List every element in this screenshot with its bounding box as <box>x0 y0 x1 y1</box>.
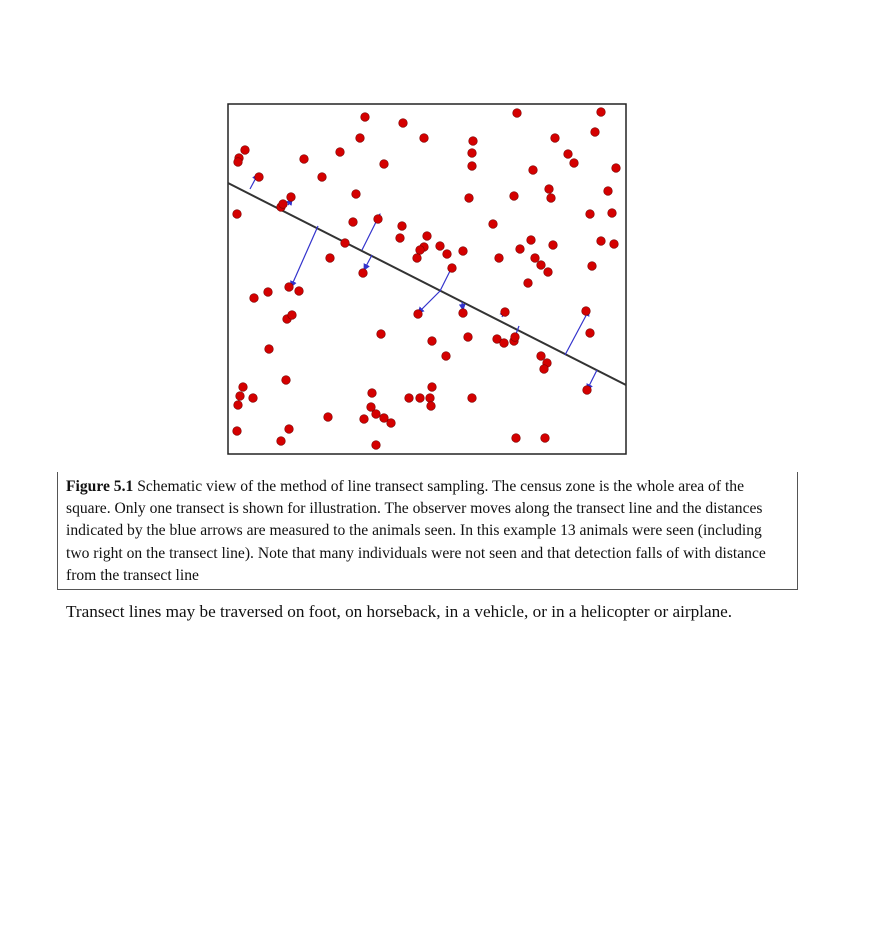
animal-dot <box>405 394 414 403</box>
animal-dot <box>416 246 425 255</box>
animal-dot <box>368 389 377 398</box>
animal-dot <box>414 310 423 319</box>
animal-dot <box>586 329 595 338</box>
animal-dot <box>324 413 333 422</box>
animal-dot <box>372 441 381 450</box>
animal-dot <box>597 108 606 117</box>
animal-dot <box>570 159 579 168</box>
animal-dot <box>469 137 478 146</box>
animal-dot <box>233 210 242 219</box>
animal-dot <box>282 376 291 385</box>
animal-dot <box>428 337 437 346</box>
animal-dot <box>279 200 288 209</box>
animal-dot <box>420 134 429 143</box>
animal-dot <box>516 245 525 254</box>
animal-dot <box>396 234 405 243</box>
animal-dot <box>416 394 425 403</box>
animal-dot <box>529 166 538 175</box>
animal-dot <box>464 333 473 342</box>
animal-dot <box>547 194 556 203</box>
animal-dot <box>443 250 452 259</box>
animal-dot <box>399 119 408 128</box>
animal-dot <box>423 232 432 241</box>
animal-dot <box>468 162 477 171</box>
animal-dot <box>428 383 437 392</box>
animal-dot <box>527 236 536 245</box>
line-transect-figure <box>0 0 889 460</box>
animal-dot <box>500 339 509 348</box>
animal-dot <box>489 220 498 229</box>
animal-dot <box>541 434 550 443</box>
figure-caption-text: Schematic view of the method of line transect sampling. The census zone is the whole area of the square. Only one transect is shown for illustration. The observer moves along the transect line and the distances indicated by the blue arrows are measured to the animals seen. In this example 13 animals were seen (including two right on the transect line). Note that many individuals were not seen and that detection falls of with distance from the transect line <box>66 478 766 584</box>
animal-dot <box>459 247 468 256</box>
animal-dot <box>549 241 558 250</box>
animal-dot <box>512 434 521 443</box>
animal-dot <box>591 128 600 137</box>
animal-dot <box>511 333 520 342</box>
animal-dot <box>300 155 309 164</box>
animal-dot <box>349 218 358 227</box>
animal-dot <box>287 193 296 202</box>
animal-dot <box>285 283 294 292</box>
animal-dot <box>610 240 619 249</box>
animal-dot <box>545 185 554 194</box>
animal-dot <box>468 149 477 158</box>
animal-dot <box>318 173 327 182</box>
figure-caption-box <box>57 472 798 590</box>
animal-dot <box>265 345 274 354</box>
animal-dot <box>540 365 549 374</box>
animal-dot <box>597 237 606 246</box>
animal-dot <box>336 148 345 157</box>
animal-dot <box>277 437 286 446</box>
animal-dot <box>380 160 389 169</box>
animal-dot <box>288 311 297 320</box>
animal-dot <box>524 279 533 288</box>
animal-dot <box>551 134 560 143</box>
animal-dot <box>374 215 383 224</box>
animal-dot <box>360 415 369 424</box>
animal-dot <box>295 287 304 296</box>
animal-dot <box>582 307 591 316</box>
animal-dot <box>510 192 519 201</box>
animal-dot <box>341 239 350 248</box>
animal-dot <box>544 268 553 277</box>
animal-dot <box>249 394 258 403</box>
animal-dot <box>513 109 522 118</box>
animal-dot <box>564 150 573 159</box>
animal-dot <box>326 254 335 263</box>
animal-dot <box>398 222 407 231</box>
animal-dot <box>604 187 613 196</box>
animal-dot <box>537 261 546 270</box>
animal-dot <box>583 386 592 395</box>
animal-dot <box>233 427 242 436</box>
animal-dot <box>612 164 621 173</box>
animal-dot <box>427 402 436 411</box>
animal-dot <box>468 394 477 403</box>
animal-dot <box>241 146 250 155</box>
animal-dot <box>285 425 294 434</box>
animal-dot <box>377 330 386 339</box>
animal-dot <box>264 288 273 297</box>
figure-label: Figure 5.1 <box>66 478 134 495</box>
animal-dot <box>250 294 259 303</box>
animal-dot <box>234 158 243 167</box>
animal-dot <box>448 264 457 273</box>
animal-dot <box>426 394 435 403</box>
animal-dot <box>436 242 445 251</box>
animal-dot <box>413 254 422 263</box>
animal-dot <box>495 254 504 263</box>
animal-dot <box>359 269 368 278</box>
animal-dot <box>459 309 468 318</box>
animal-dot <box>442 352 451 361</box>
animal-dot <box>501 308 510 317</box>
animal-dot <box>588 262 597 271</box>
animal-dot <box>239 383 248 392</box>
animal-dot <box>356 134 365 143</box>
animal-dot <box>236 392 245 401</box>
animal-dot <box>608 209 617 218</box>
animal-dot <box>372 410 381 419</box>
animal-dot <box>531 254 540 263</box>
animal-dot <box>465 194 474 203</box>
body-paragraph: Transect lines may be traversed on foot, on horseback, in a vehicle, or in a helicopter or airplane. <box>66 602 733 621</box>
animal-dot <box>586 210 595 219</box>
animal-dot <box>255 173 264 182</box>
animal-dot <box>352 190 361 199</box>
animal-dot <box>537 352 546 361</box>
animal-dot <box>234 401 243 410</box>
animal-dot <box>387 419 396 428</box>
animal-dot <box>361 113 370 122</box>
